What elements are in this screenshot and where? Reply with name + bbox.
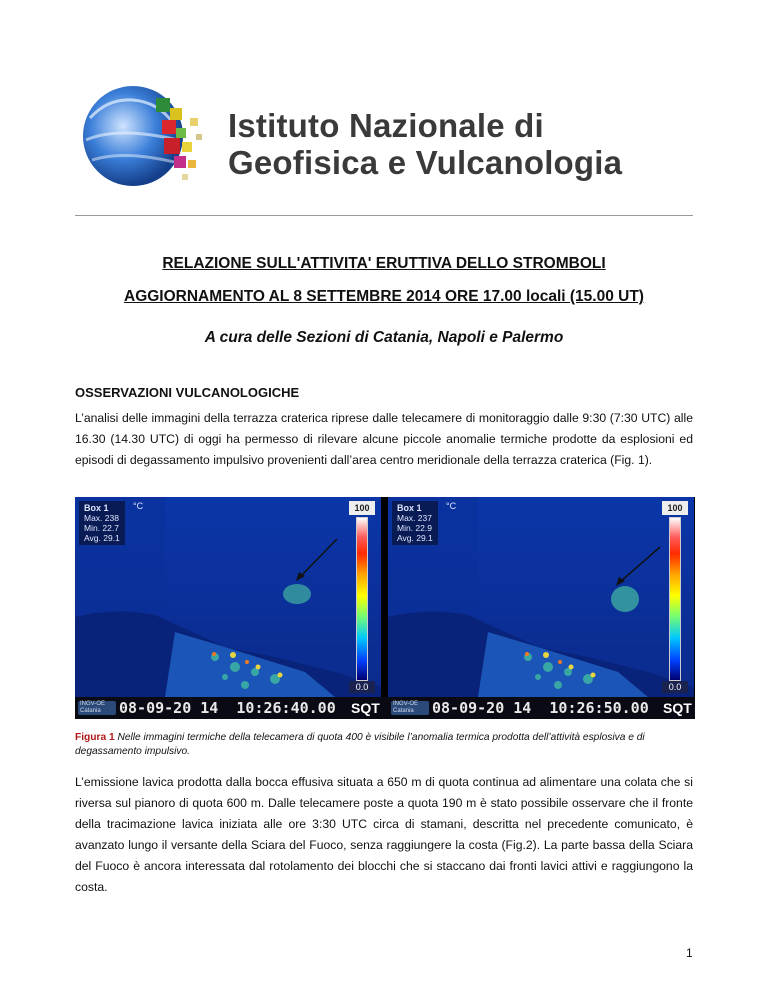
color-scale-right (662, 501, 688, 693)
scale-gradient (669, 517, 681, 681)
section1-paragraph: L’analisi delle immagini della terrazza craterica riprese dalle telecamere di monitoraggio dalle 9:30 (7:30 UTC) alle 16.30 (14.30 UTC) di oggi ha permesso di rilevare alcune piccole anomalie termiche prodotte da esplosioni ed episodi di degassamento impulsivo provenienti dall’area centro meridionale della terrazza craterica (Fig. 1). (75, 411, 693, 467)
timestamp-bar (75, 697, 695, 719)
institute-name-line2: Geofisica e Vulcanologia (228, 143, 623, 181)
stats-avg: Avg. 29.1 (84, 533, 120, 543)
scale-min: 0.0 (662, 681, 688, 693)
stats-min: Min. 22.9 (397, 523, 432, 533)
caption-text: Nelle immagini termiche della telecamera di quota 400 è visibile l’anomalia termica prodotta dell’attività esplosiva e di degassamento impulsivo. (75, 732, 645, 757)
stats-min: Min. 22.7 (84, 523, 119, 533)
header-divider (75, 215, 693, 216)
stats-box-right (392, 501, 438, 545)
caption-label: Figura 1 (75, 732, 115, 743)
stats-box-label: Box 1 (397, 503, 422, 513)
stats-box-left (79, 501, 125, 545)
page-number: 1 (686, 946, 693, 960)
thermal-figure (75, 497, 695, 719)
temperature-unit: °C (446, 501, 457, 511)
stats-avg: Avg. 29.1 (397, 533, 433, 543)
timestamp-left: 08-09-20 14 10:26:40.00 (119, 699, 336, 717)
thermal-image-right (388, 497, 694, 697)
thermal-image-left (75, 497, 381, 697)
scale-max: 100 (662, 501, 688, 515)
ingv-globe-logo (78, 78, 218, 196)
stats-max: Max. 237 (397, 513, 432, 523)
section-heading: OSSERVAZIONI VULCANOLOGICHE (75, 385, 300, 400)
institute-name-line1: Istituto Nazionale di (228, 107, 544, 144)
report-title: RELAZIONE SULL'ATTIVITA' ERUTTIVA DELLO STROMBOLI (162, 255, 606, 272)
color-scale-left (349, 501, 375, 693)
scale-max: 100 (349, 501, 375, 515)
report-update: AGGIORNAMENTO AL 8 SETTEMBRE 2014 ORE 17.00 locali (15.00 UT) (124, 288, 644, 305)
stats-box-label: Box 1 (84, 503, 109, 513)
figure-caption (75, 731, 695, 759)
sqt-label-left: SQT (351, 700, 380, 716)
scale-gradient (356, 517, 368, 681)
report-authors: A cura delle Sezioni di Catania, Napoli e Palermo (204, 329, 564, 346)
temperature-unit: °C (133, 501, 144, 511)
scale-min: 0.0 (349, 681, 375, 693)
institute-header (78, 78, 698, 196)
section2-paragraph: L’emissione lavica prodotta dalla bocca effusiva situata a 650 m di quota continua ad alimentare una colata che si riversa sul pianoro di quota 600 m. Dalle telecamere poste a quota 190 m è stato possibile osservare che il fronte della tracimazione lavica iniziata alle ore 3:30 UTC circa di stamani, descritta nel precedente comunicato, è avanzato lungo il versante della Sciara del Fuoco, senza raggiungere la costa (Fig.2). La parte bassa della Sciara del Fuoco è ancora interessata dal rotolamento dei blocchi che si staccano dai fronti lavici attivi e raggiungono la costa. (75, 775, 693, 894)
sqt-label-right: SQT (663, 700, 692, 716)
camera-logo: INGV-OE Catania (391, 701, 429, 715)
timestamp-right: 08-09-20 14 10:26:50.00 (432, 699, 649, 717)
stats-max: Max. 238 (84, 513, 119, 523)
institute-name (228, 108, 622, 182)
camera-logo: INGV-OE Catania (78, 701, 116, 715)
